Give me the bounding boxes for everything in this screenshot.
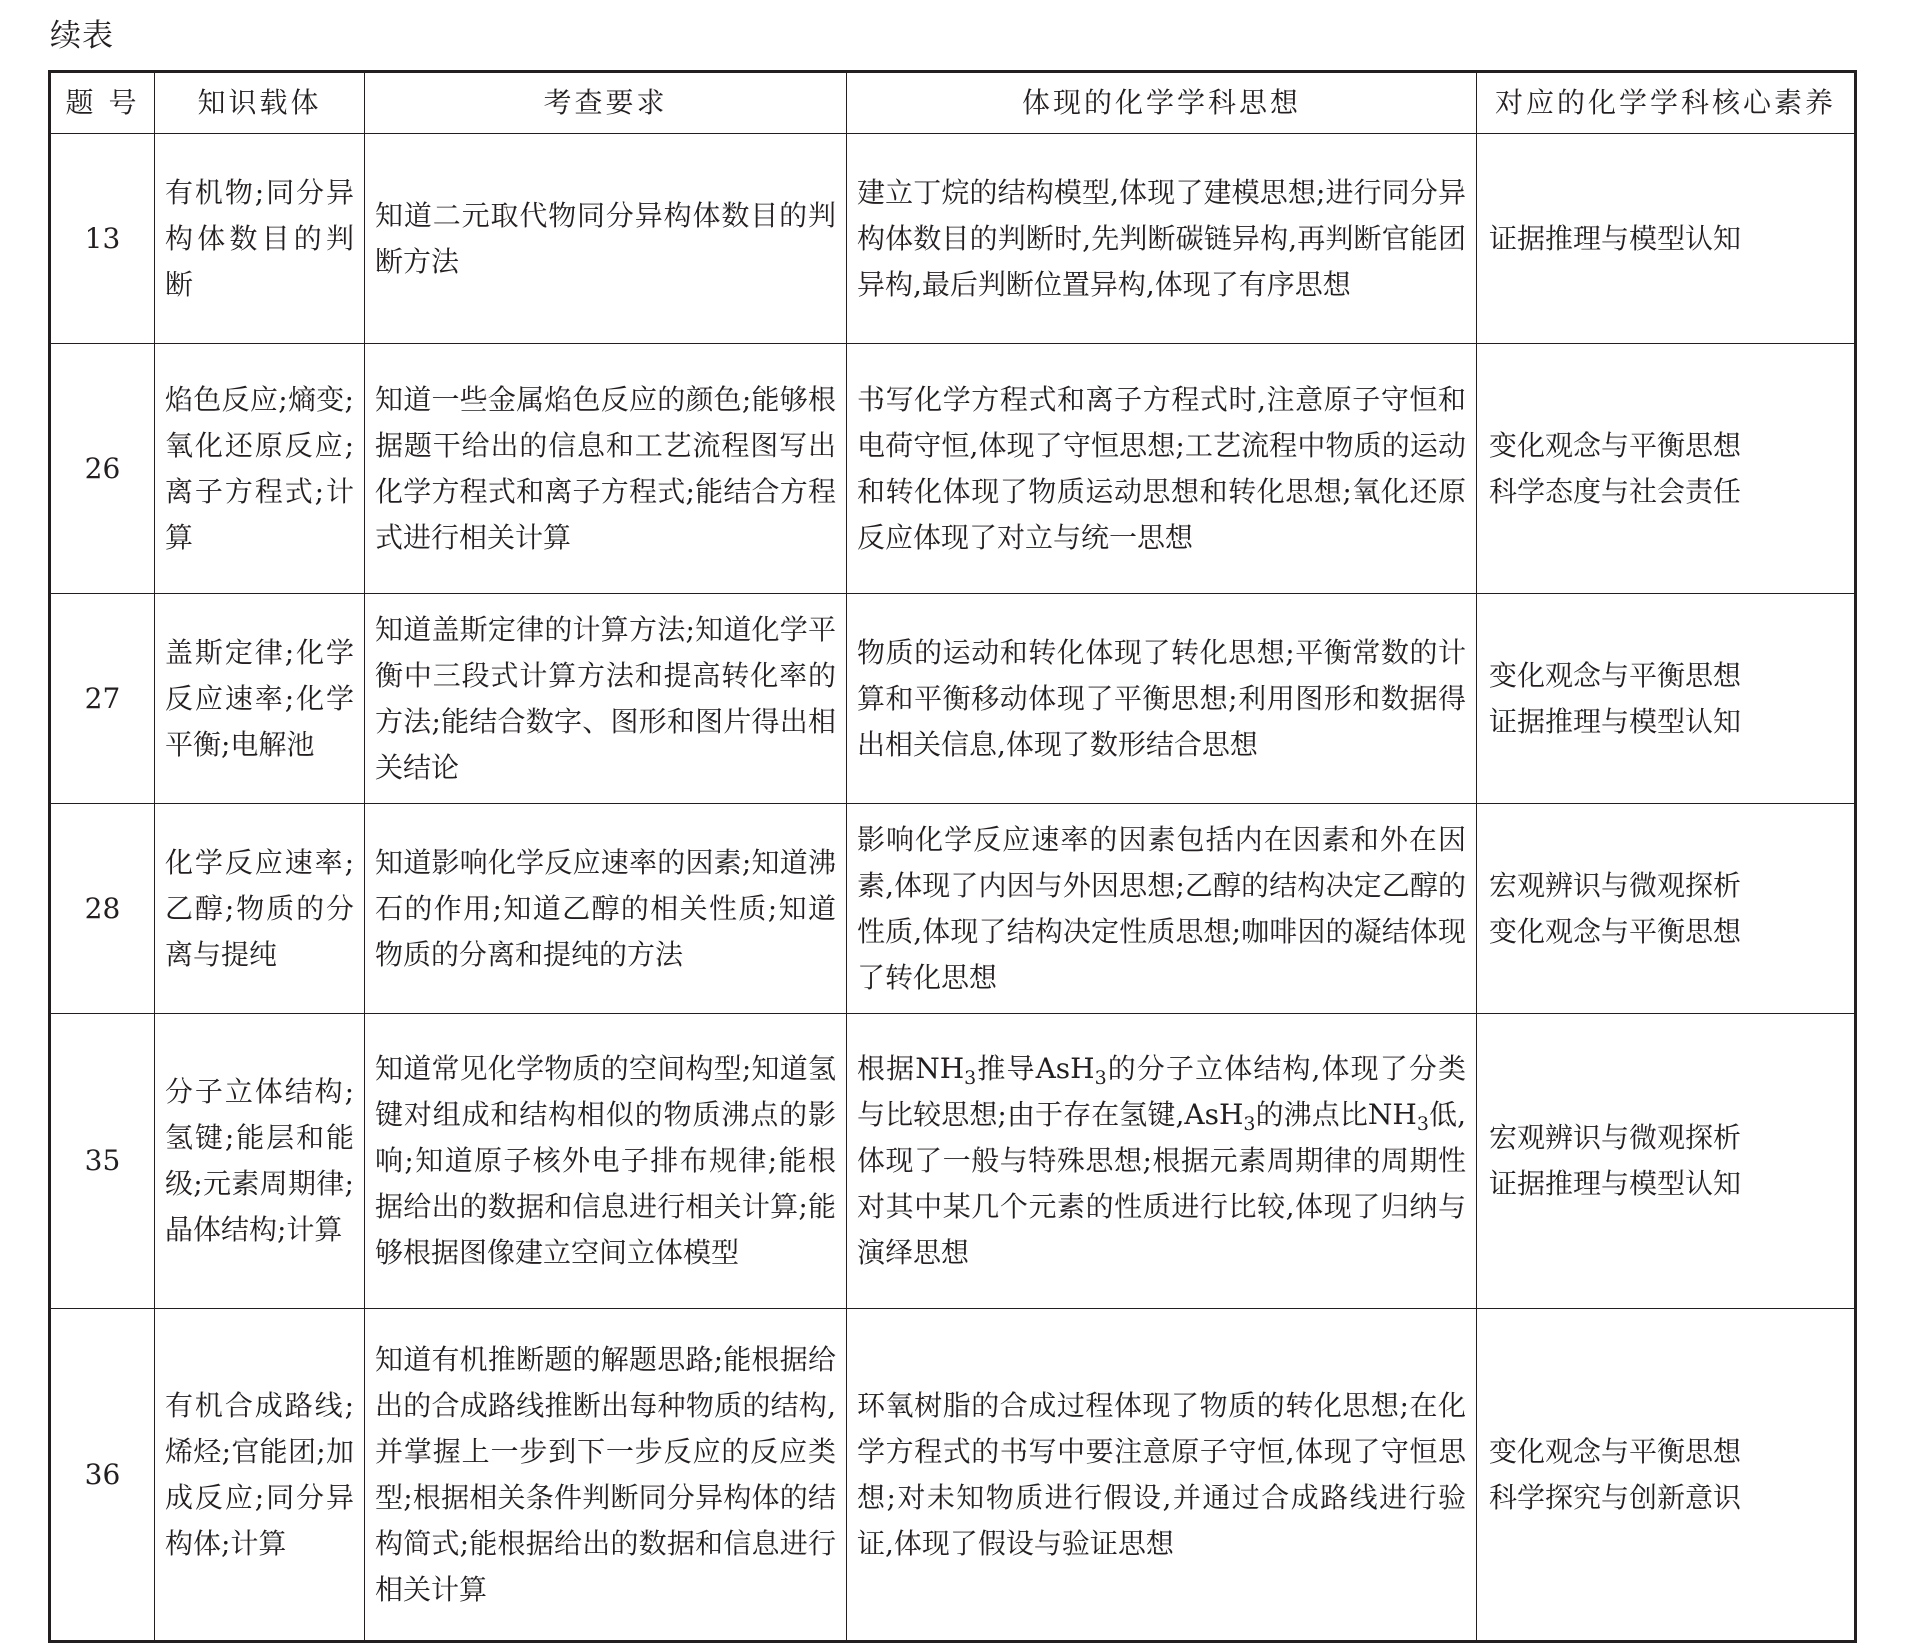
chemistry-thought: 影响化学反应速率的因素包括内在因素和外在因素,体现了内因与外因思想;乙醇的结构决定乙醇的性质,体现了结构决定性质思想;咖啡因的凝结体现了转化思想 — [847, 804, 1477, 1014]
subscript: 3 — [1094, 1067, 1107, 1089]
core-literacy-item: 证据推理与模型认知 — [1489, 1167, 1742, 1200]
core-literacy-item: 宏观辨识与微观探析 — [1489, 868, 1742, 902]
core-literacy-item: 证据推理与模型认知 — [1489, 704, 1742, 738]
core-literacy-item: 证据推理与模型认知 — [1489, 221, 1742, 255]
table-row — [50, 134, 1856, 344]
thought-text: 推导AsH — [976, 1052, 1095, 1085]
core-literacy-item: 变化观念与平衡思想 — [1489, 1434, 1742, 1468]
subscript: 3 — [1243, 1113, 1256, 1135]
core-literacy-item: 宏观辨识与微观探析 — [1489, 1121, 1742, 1154]
subscript: 3 — [1416, 1113, 1429, 1135]
question-number: 28 — [50, 804, 155, 1014]
core-literacy — [1477, 804, 1856, 1014]
header-chemistry-thought: 体现的化学学科思想 — [847, 72, 1477, 134]
header-requirement: 考查要求 — [365, 72, 847, 134]
chemistry-thought: 建立丁烷的结构模型,体现了建模思想;进行同分异构体数目的判断时,先判断碳链异构,再判断官能团异构,最后判断位置异构,体现了有序思想 — [847, 134, 1477, 344]
core-literacy-item: 变化观念与平衡思想 — [1489, 428, 1742, 462]
question-number: 36 — [50, 1309, 155, 1642]
thought-text: 根据NH — [857, 1052, 965, 1085]
knowledge-carrier: 盖斯定律;化学反应速率;化学平衡;电解池 — [155, 594, 365, 804]
knowledge-carrier: 分子立体结构;氢键;能层和能级;元素周期律;晶体结构;计算 — [155, 1014, 365, 1309]
core-literacy — [1477, 594, 1856, 804]
subscript: 3 — [964, 1067, 977, 1089]
knowledge-carrier: 有机物;同分异构体数目的判断 — [155, 134, 365, 344]
table-row — [50, 1309, 1856, 1642]
thought-text: 的沸点比NH — [1255, 1098, 1417, 1131]
requirement: 知道影响化学反应速率的因素;知道沸石的作用;知道乙醇的相关性质;知道物质的分离和提纯的方法 — [365, 804, 847, 1014]
header-knowledge-carrier: 知识载体 — [155, 72, 365, 134]
core-literacy — [1477, 1309, 1856, 1642]
question-number: 27 — [50, 594, 155, 804]
thought-text: 的分子立体结构,体现了分类与比较思想;由于存在氢键,AsH — [857, 1052, 1466, 1131]
requirement: 知道盖斯定律的计算方法;知道化学平衡中三段式计算方法和提高转化率的方法;能结合数字、图形和图片得出相关结论 — [365, 594, 847, 804]
table-row — [50, 344, 1856, 594]
table-caption: 续表 — [50, 18, 114, 54]
core-literacy — [1477, 344, 1856, 594]
question-number: 13 — [50, 134, 155, 344]
core-literacy-item: 变化观念与平衡思想 — [1489, 914, 1742, 948]
thought-text: 低,体现了一般与特殊思想;根据元素周期律的周期性对其中某几个元素的性质进行比较,体现了归纳与演绎思想 — [857, 1098, 1467, 1269]
question-number: 35 — [50, 1014, 155, 1309]
table-row — [50, 594, 1856, 804]
core-literacy-item: 科学态度与社会责任 — [1489, 474, 1742, 508]
requirement: 知道有机推断题的解题思路;能根据给出的合成路线推断出每种物质的结构,并掌握上一步到下一步反应的反应类型;根据相关条件判断同分异构体的结构简式;能根据给出的数据和信息进行相关计算 — [365, 1309, 847, 1642]
core-literacy — [1477, 1014, 1856, 1309]
core-literacy-item: 变化观念与平衡思想 — [1489, 658, 1742, 692]
chemistry-thought — [847, 1014, 1477, 1309]
header-row — [50, 72, 1856, 134]
header-core-literacy: 对应的化学学科核心素养 — [1477, 72, 1856, 134]
chemistry-thought: 环氧树脂的合成过程体现了物质的转化思想;在化学方程式的书写中要注意原子守恒,体现了守恒思想;对未知物质进行假设,并通过合成路线进行验证,体现了假设与验证思想 — [847, 1309, 1477, 1642]
chemistry-thought: 书写化学方程式和离子方程式时,注意原子守恒和电荷守恒,体现了守恒思想;工艺流程中物质的运动和转化体现了物质运动思想和转化思想;氧化还原反应体现了对立与统一思想 — [847, 344, 1477, 594]
core-literacy — [1477, 134, 1856, 344]
knowledge-carrier: 有机合成路线;烯烃;官能团;加成反应;同分异构体;计算 — [155, 1309, 365, 1642]
table-row — [50, 804, 1856, 1014]
chemistry-thought: 物质的运动和转化体现了转化思想;平衡常数的计算和平衡移动体现了平衡思想;利用图形和数据得出相关信息,体现了数形结合思想 — [847, 594, 1477, 804]
header-question-number: 题 号 — [50, 72, 155, 134]
knowledge-carrier: 焰色反应;熵变;氧化还原反应;离子方程式;计算 — [155, 344, 365, 594]
knowledge-carrier: 化学反应速率;乙醇;物质的分离与提纯 — [155, 804, 365, 1014]
table-row — [50, 1014, 1856, 1309]
requirement: 知道一些金属焰色反应的颜色;能够根据题干给出的信息和工艺流程图写出化学方程式和离子方程式;能结合方程式进行相关计算 — [365, 344, 847, 594]
requirement: 知道二元取代物同分异构体数目的判断方法 — [365, 134, 847, 344]
curriculum-table — [48, 70, 1857, 1643]
requirement: 知道常见化学物质的空间构型;知道氢键对组成和结构相似的物质沸点的影响;知道原子核外电子排布规律;能根据给出的数据和信息进行相关计算;能够根据图像建立空间立体模型 — [365, 1014, 847, 1309]
question-number: 26 — [50, 344, 155, 594]
core-literacy-item: 科学探究与创新意识 — [1489, 1480, 1742, 1514]
